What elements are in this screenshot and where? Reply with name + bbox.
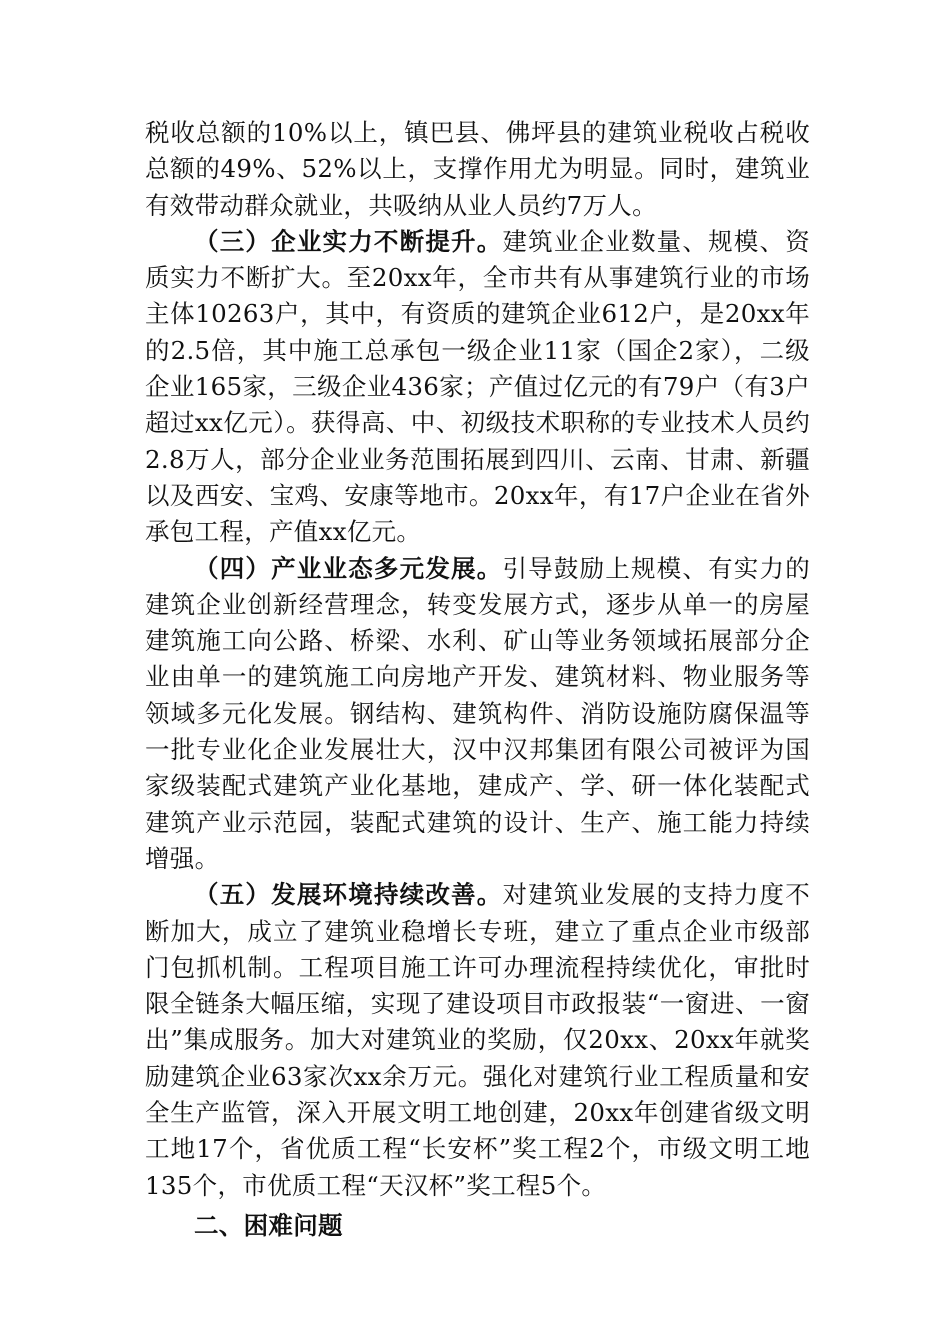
paragraph-lead-heading: （三）企业实力不断提升。 xyxy=(194,226,503,256)
paragraph-lead-heading: （五）发展环境持续改善。 xyxy=(194,880,503,910)
paragraph-enterprise-strength xyxy=(145,224,810,551)
paragraph-text: 建筑业企业数量、规模、资质实力不断扩大。至20xx年，全市共有从事建筑行业的市场主体10263户，其中，有资质的建筑企业612户，是20xx年的2.5倍，其中施工总承包一级企业11家（国企2家），二级企业165家，三级企业436家；产值过亿元的有79户（有3户超过xx亿元）。获得高、中、初级技术职称的专业技术人员约2.8万人，部分企业业务范围拓展到四川、云南、甘肃、新疆以及西安、宝鸡、安康等地市。20xx年，有17户企业在省外承包工程，产值xx亿元。 xyxy=(145,226,810,547)
paragraph-text: 对建筑业发展的支持力度不断加大，成立了建筑业稳增长专班，建立了重点企业市级部门包抓机制。工程项目施工许可办理流程持续优化，审批时限全链条大幅压缩，实现了建设项目市政报装“一窗进、一窗出”集成服务。加大对建筑业的奖励，仅20xx、20xx年就奖励建筑企业63家次xx余万元。强化对建筑行业工程质量和安全生产监管，深入开展文明工地创建，20xx年创建省级文明工地17个，省优质工程“长安杯”奖工程2个，市级文明工地135个，市优质工程“天汉杯”奖工程5个。 xyxy=(145,880,810,1200)
paragraph-tax-continuation xyxy=(145,115,810,224)
document-body xyxy=(145,115,810,1244)
section-heading: 二、困难问题 xyxy=(194,1210,343,1240)
paragraph-text: 引导鼓励上规模、有实力的建筑企业创新经营理念，转变发展方式，逐步从单一的房屋建筑施工向公路、桥梁、水利、矿山等业务领域拓展部分企业由单一的建筑施工向房地产开发、建筑材料、物业服务等领域多元化发展。钢结构、建筑构件、消防设施防腐保温等一批专业化企业发展壮大，汉中汉邦集团有限公司被评为国家级装配式建筑产业化基地，建成产、学、研一体化装配式建筑产业示范园，装配式建筑的设计、生产、施工能力持续增强。 xyxy=(145,553,810,873)
paragraph-text: 税收总额的10%以上，镇巴县、佛坪县的建筑业税收占税收总额的49%、52%以上，支撑作用尤为明显。同时，建筑业有效带动群众就业，共吸纳从业人员约7万人。 xyxy=(145,118,810,220)
paragraph-diversified-development xyxy=(145,551,810,878)
paragraph-lead-heading: （四）产业业态多元发展。 xyxy=(194,553,503,583)
paragraph-environment-improvement xyxy=(145,877,810,1204)
